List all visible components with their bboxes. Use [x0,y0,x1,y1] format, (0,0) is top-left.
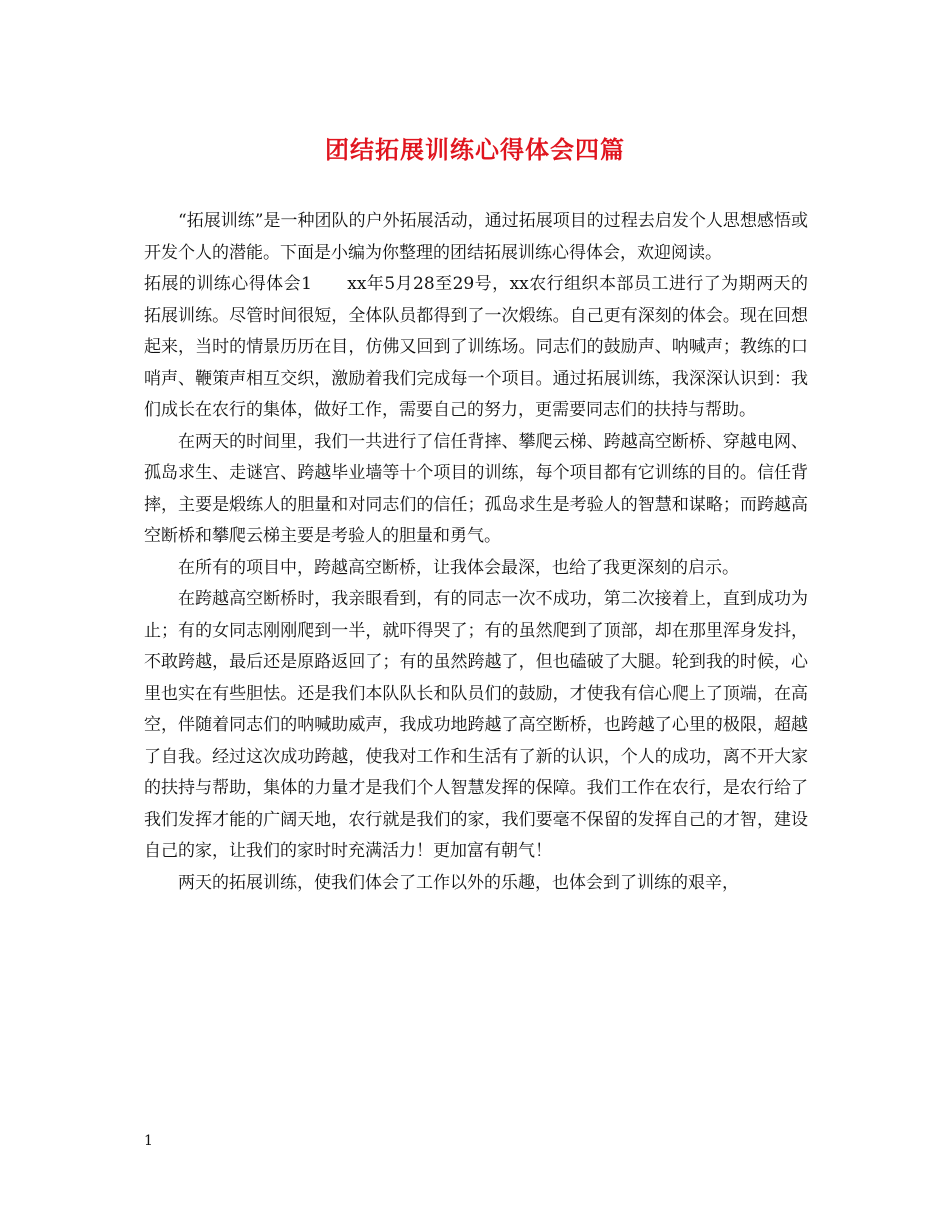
paragraph-intro: “拓展训练”是一种团队的户外拓展活动，通过拓展项目的过程去启发个人思想感悟或开发个人的潜能。下面是小编为你整理的团结拓展训练心得体会，欢迎阅读。 [144,211,808,263]
paragraph-two-days: 两天的拓展训练，使我们体会了工作以外的乐趣，也体会到了训练的艰辛， [178,872,739,893]
paragraph-deepest-impression: 在所有的项目中，跨越高空断桥，让我体会最深，也给了我更深刻的启示。 [178,557,739,578]
document-title: 团结拓展训练心得体会四篇 [325,135,625,164]
document-body [144,206,808,899]
paragraph-high-bridge: 在跨越高空断桥时，我亲眼看到，有的同志一次不成功，第二次接着上，直到成功为止；有的女同志刚刚爬到一半，就吓得哭了；有的虽然爬到了顶部，却在那里浑身发抖，不敢跨越，最后还是原路返回了；有的虽然跨越了，但也磕破了大腿。轮到我的时候，心里也实在有些胆怯。还是我们本队队长和队员们的鼓励，才使我有信心爬上了顶端，在高空，伴随着同志们的呐喊助威声，我成功地跨越了高空断桥，也跨越了心里的极限，超越了自我。经过这次成功跨越，使我对工作和生活有了新的认识，个人的成功，离不开大家的扶持与帮助，集体的力量才是我们个人智慧发挥的保障。我们工作在农行，是农行给了我们发挥才能的广阔天地，农行就是我们的家，我们要毫不保留的发挥自己的才智，建设自己的家，让我们的家时时充满活力！更加富有朝气！ [144,589,808,861]
paragraph-experience-1: 拓展的训练心得体会1 xx年5月28至29号，xx农行组织本部员工进行了为期两天的拓展训练。尽管时间很短，全体队员都得到了一次煅练。自己更有深刻的体会。现在回想起来，当时的情景历历在目，仿佛又回到了训练场。同志们的鼓励声、呐喊声；教练的口哨声、鞭策声相互交织，激励着我们完成每一个项目。通过拓展训练，我深深认识到：我们成长在农行的集体，做好工作，需要自己的努力，更需要同志们的扶持与帮助。 [144,274,808,420]
page-number: 1 [144,1133,153,1149]
paragraph-projects: 在两天的时间里，我们一共进行了信任背摔、攀爬云梯、跨越高空断桥、穿越电网、孤岛求生、走谜宫、跨越毕业墙等十个项目的训练，每个项目都有它训练的目的。信任背摔，主要是煅练人的胆量和对同志们的信任；孤岛求生是考验人的智慧和谋略；而跨越高空断桥和攀爬云梯主要是考验人的胆量和勇气。 [144,431,808,546]
